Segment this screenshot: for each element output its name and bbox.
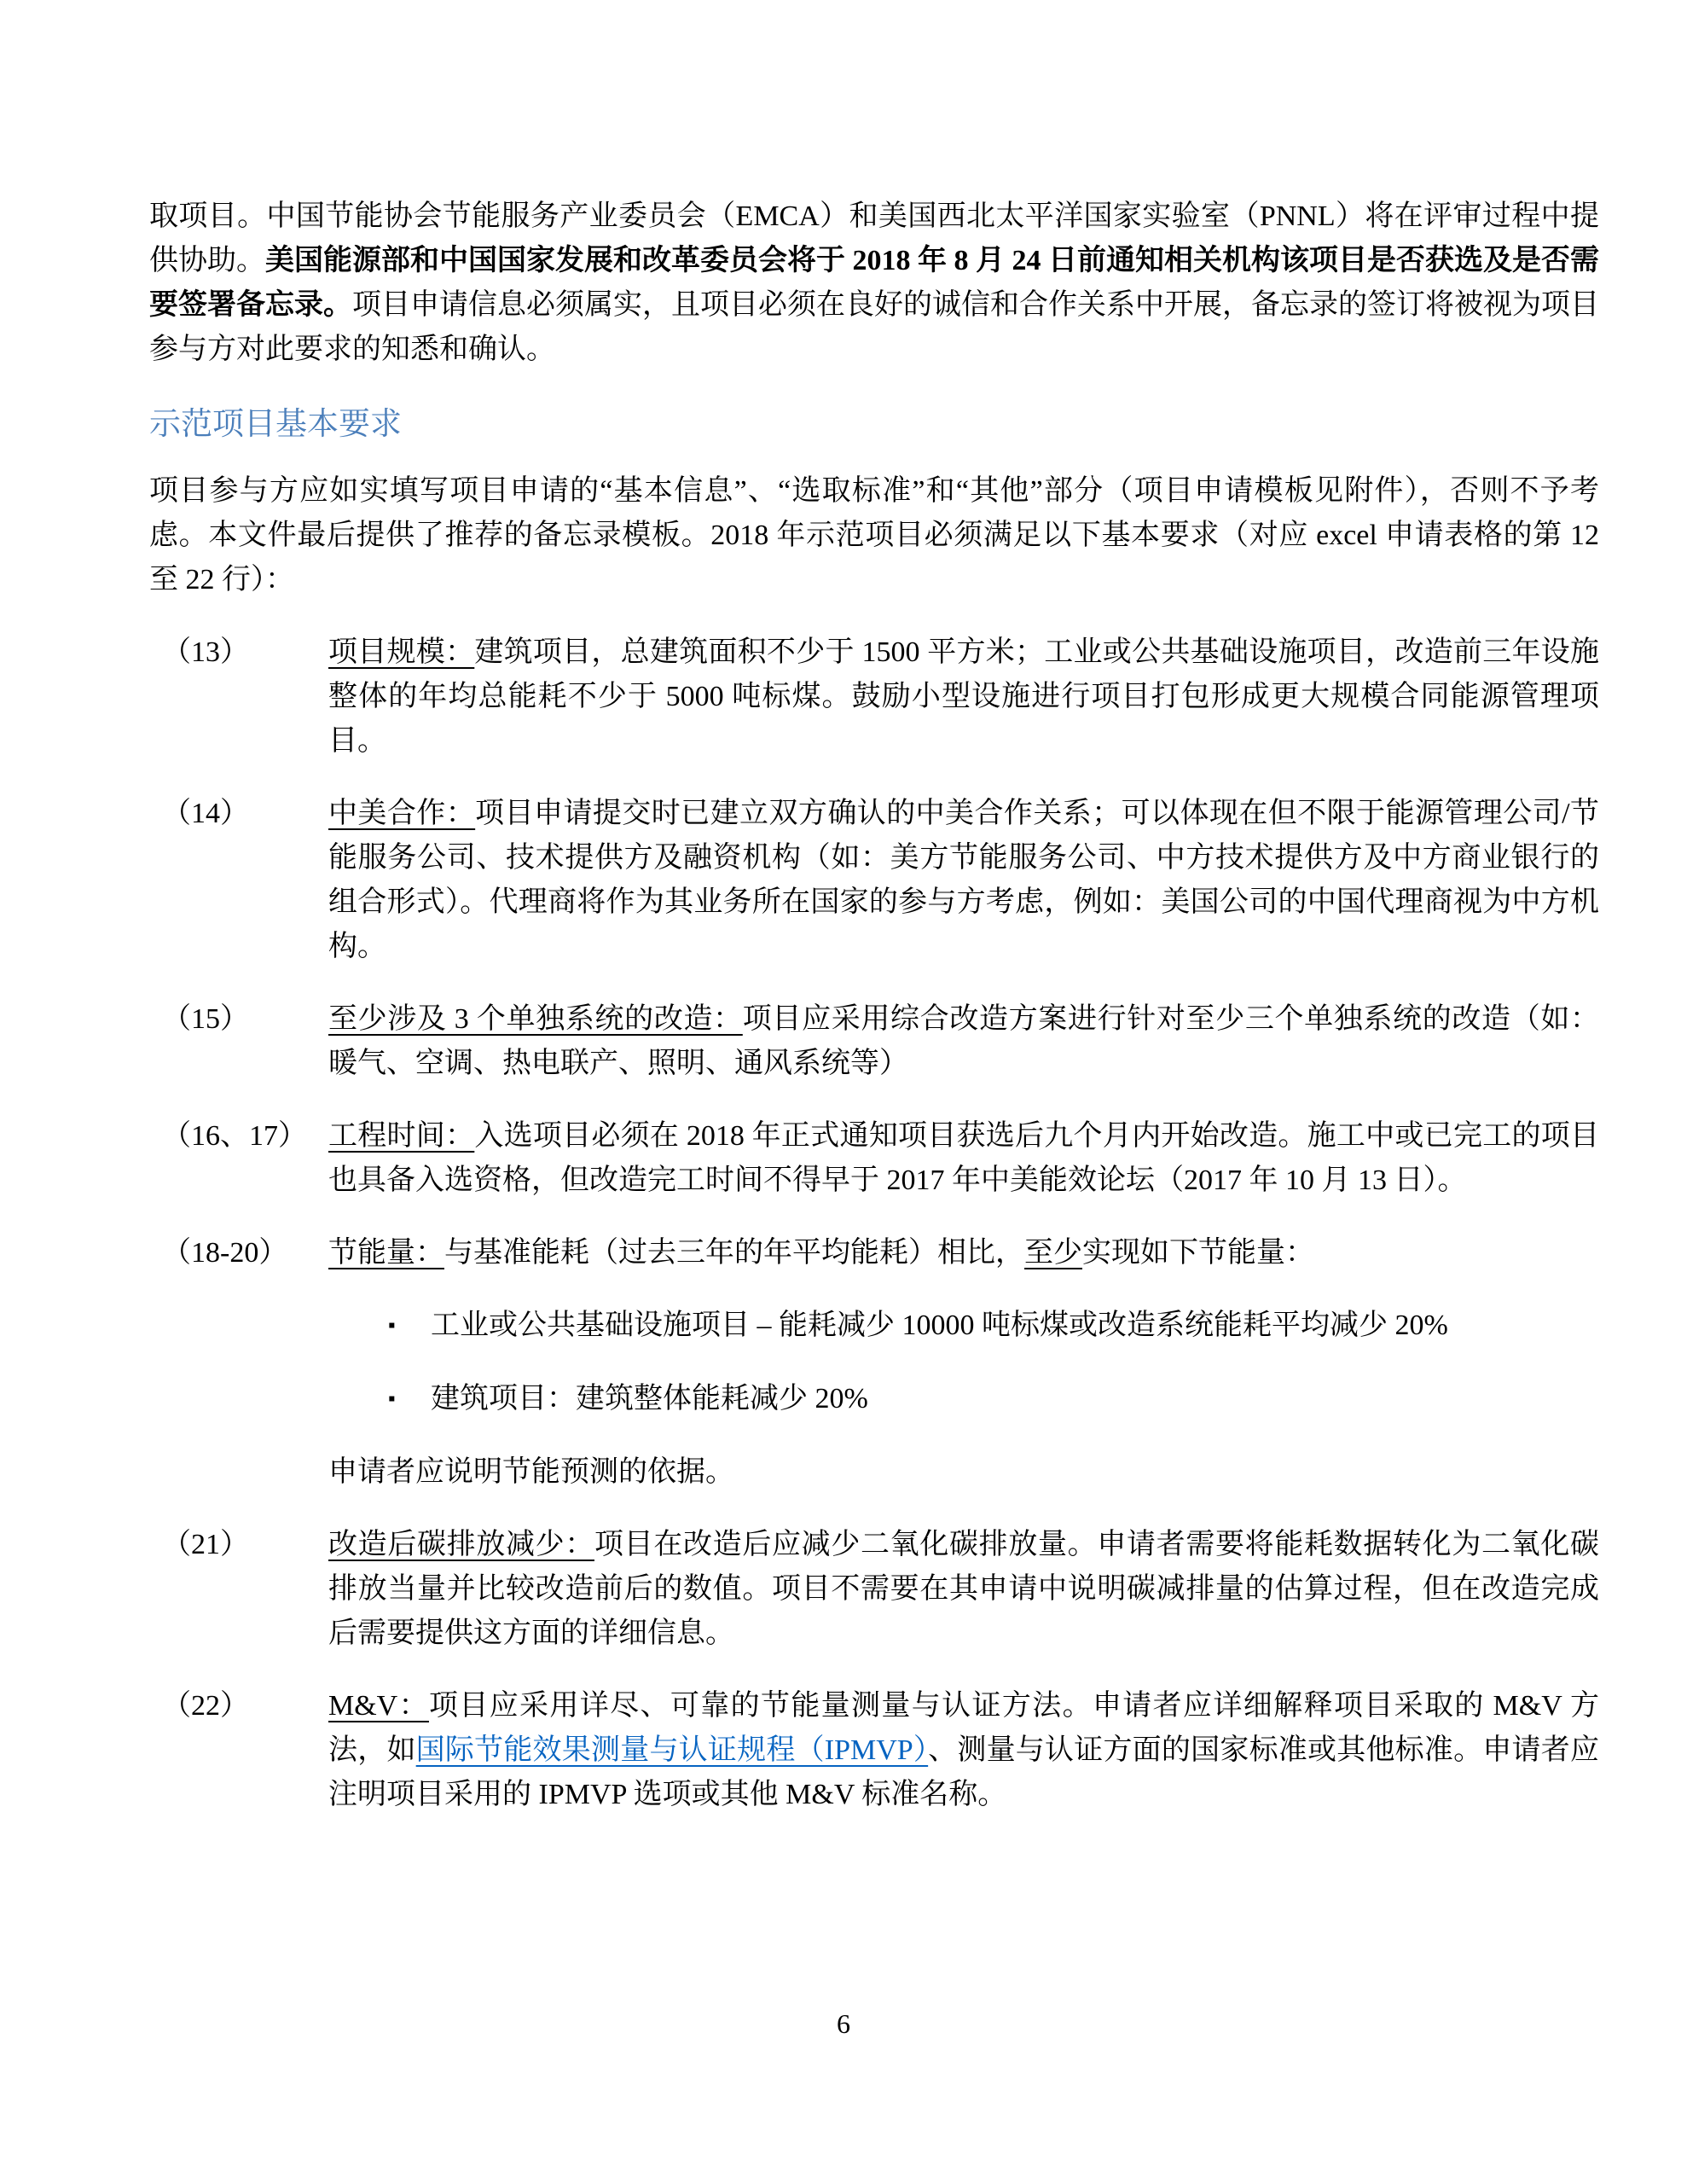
requirement-item-18-20 — [149, 1231, 1599, 1275]
requirement-item-15 — [149, 997, 1599, 1086]
item-lead-underlined: 工程时间： — [328, 1120, 475, 1152]
item-text — [328, 1523, 1599, 1656]
item-number: （21） — [162, 1529, 249, 1560]
item-lead-underlined: 项目规模： — [328, 636, 475, 668]
ipmvp-hyperlink[interactable]: 国际节能效果测量与认证规程（IPMVP） — [415, 1734, 929, 1766]
item-body-text: 项目申请提交时已建立双方确认的中美合作关系；可以体现在但不限于能源管理公司/节能服务公司、技术提供方及融资机构（如：美方节能服务公司、中方技术提供方及中方商业银行的组合形式）。代理商将作为其业务所在国家的参与方考虑，例如：美国公司的中国代理商视为中方机构。 — [328, 798, 1599, 962]
page-number: 6 — [837, 2008, 850, 2039]
item-body-text-2: 实现如下节能量： — [1082, 1237, 1314, 1269]
item-number: （13） — [162, 636, 249, 668]
item-number: （16、17） — [162, 1120, 307, 1152]
item-lead-underlined: 至少涉及 3 个单独系统的改造： — [328, 1003, 743, 1035]
requirement-item-22 — [149, 1684, 1599, 1817]
item-body-text: 建筑项目，总建筑面积不少于 1500 平方米；工业或公共基础设施项目，改造前三年设施整体的年均总能耗不少于 5000 吨标煤。鼓励小型设施进行项目打包形成更大规模合同能源管理项目。 — [328, 636, 1600, 757]
item-number: （18-20） — [162, 1237, 288, 1269]
requirement-item-14 — [149, 792, 1599, 969]
bullet-text: 工业或公共基础设施项目 – 能耗减少 10000 吨标煤或改造系统能耗平均减少 20% — [431, 1310, 1448, 1341]
item-number: （22） — [162, 1690, 249, 1722]
item-number: （15） — [162, 1003, 249, 1035]
item-text — [328, 630, 1599, 764]
bullet-item-building — [388, 1377, 1599, 1421]
item-text — [328, 1114, 1599, 1203]
item-text — [328, 997, 1599, 1086]
item-text — [328, 1684, 1599, 1817]
requirement-item-21 — [149, 1523, 1599, 1656]
bullet-item-industrial — [388, 1304, 1599, 1348]
item-lead-underlined: M&V： — [328, 1690, 429, 1722]
item-body-text: 入选项目必须在 2018 年正式通知项目获选后九个月内开始改造。施工中或已完工的项目也具备入选资格，但改造完工时间不得早于 2017 年中美能效论坛（2017 年 10 月 13 日）。 — [328, 1120, 1600, 1196]
item-body-text-1: 与基准能耗（过去三年的年平均能耗）相比， — [444, 1237, 1024, 1269]
item-text — [328, 1231, 1599, 1275]
item-lead-underlined: 中美合作： — [328, 798, 476, 829]
item-body-text-2: 、测量与认证方面的国家标准或其他标准。申请者应注明项目采用的 IPMVP 选项或其他 M&V 标准名称。 — [328, 1734, 1600, 1810]
savings-basis-note: 申请者应说明节能预测的依据。 — [328, 1456, 734, 1488]
item-body-text-1: 项目应采用详尽、可靠的节能量测量与认证方法。申请者应详细解释项目采取的 M&V 方法，如 — [328, 1690, 1599, 1766]
item-text — [328, 792, 1599, 969]
requirements-intro-paragraph: 项目参与方应如实填写项目申请的“基本信息”、“选取标准”和“其他”部分（项目申请模板见附件），否则不予考虑。本文件最后提供了推荐的备忘录模板。2018 年示范项目必须满足以下基本要求（对应 excel 申请表格的第 12 至 22 行）： — [149, 475, 1599, 595]
intro-text-1: 取项目。中国节能协会节能服务产业委员会（EMCA）和美国西北太平洋国家实验室（PNNL）将在评审过程中提供协助。 — [149, 200, 1599, 276]
bullet-square-icon: ▪ — [388, 1388, 396, 1410]
bullet-text: 建筑项目：建筑整体能耗减少 20% — [431, 1383, 868, 1414]
section-heading: 示范项目基本要求 — [149, 407, 402, 442]
bullet-square-icon: ▪ — [388, 1315, 396, 1337]
item-lead-underlined: 节能量： — [328, 1237, 444, 1269]
item-inline-underlined: 至少 — [1024, 1237, 1082, 1269]
requirement-item-13 — [149, 630, 1599, 764]
item-lead-underlined: 改造后碳排放减少： — [328, 1529, 594, 1560]
item-body-text: 项目应采用综合改造方案进行针对至少三个单独系统的改造（如：暖气、空调、热电联产、照明、通风系统等） — [328, 1003, 1600, 1079]
intro-paragraph — [149, 195, 1599, 372]
item-number: （14） — [162, 798, 249, 829]
document-body — [149, 195, 1599, 1845]
intro-text-2: 项目申请信息必须属实，且项目必须在良好的诚信和合作关系中开展，备忘录的签订将被视为项目参与方对此要求的知悉和确认。 — [149, 289, 1599, 365]
intro-bold-deadline: 美国能源部和中国国家发展和改革委员会将于 2018 年 8 月 24 日前通知相关机构该项目是否获选及是否需要签署备忘录。 — [149, 245, 1599, 321]
item-body-text: 项目在改造后应减少二氧化碳排放量。申请者需要将能耗数据转化为二氧化碳排放当量并比较改造前后的数值。项目不需要在其申请中说明碳减排量的估算过程，但在改造完成后需要提供这方面的详细信息。 — [328, 1529, 1599, 1649]
requirement-item-16-17 — [149, 1114, 1599, 1203]
